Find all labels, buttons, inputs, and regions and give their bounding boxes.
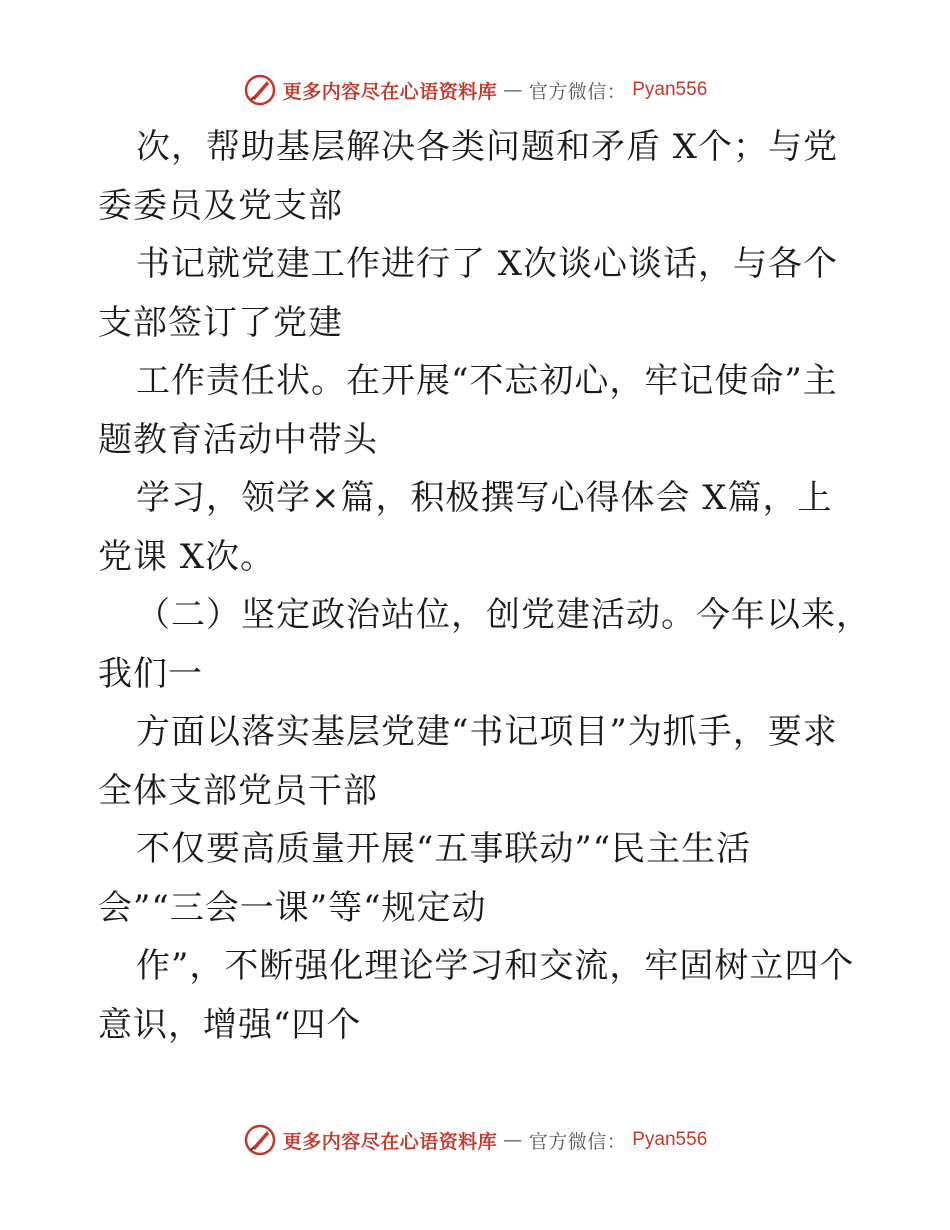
body-line: 会”“三会一课”等“规定动: [98, 887, 487, 928]
watermark-wechat-id: Pyan556: [632, 1129, 708, 1150]
watermark-dash: —: [503, 1129, 523, 1151]
body-line: （二）坚定政治站位，创党建活动。今年以来，: [136, 595, 871, 635]
footer-watermark: [0, 1120, 950, 1160]
body-line: 意识，增强“四个: [98, 1004, 362, 1045]
body-line: 次，帮助基层解决各类问题和矛盾 X个；与党: [136, 127, 839, 167]
watermark-dash: —: [503, 79, 523, 101]
body-line: 委委员及党支部: [98, 185, 343, 226]
body-line: 不仅要高质量开展“五事联动”“民主生活: [136, 829, 752, 869]
body-line: 题教育活动中带头: [98, 419, 378, 460]
body-line: 支部签订了党建: [98, 302, 343, 343]
body-line: 全体支部党员干部: [98, 770, 378, 811]
body-line: 党课 X次。: [98, 536, 276, 577]
watermark-main-text: 更多内容尽在心语资料库: [282, 1130, 498, 1153]
quill-logo-icon: [243, 73, 277, 107]
body-line: 工作责任状。在开展“不忘初心，牢记使命”主: [136, 361, 838, 401]
watermark-label: 官方微信：: [528, 80, 627, 103]
watermark-wechat-id: Pyan556: [632, 79, 708, 100]
body-line: 作”，不断强化理论学习和交流，牢固树立四个: [136, 946, 855, 986]
quill-logo-icon: [243, 1123, 277, 1157]
body-line: 方面以落实基层党建“书记项目”为抓手，要求: [136, 712, 838, 752]
body-line: 书记就党建工作进行了 X次谈心谈话，与各个: [136, 244, 839, 284]
header-watermark: [0, 70, 950, 110]
document-body: [98, 118, 871, 1054]
body-line: 我们一: [98, 653, 203, 694]
watermark-main-text: 更多内容尽在心语资料库: [282, 80, 498, 103]
watermark-label: 官方微信：: [528, 1130, 627, 1153]
body-line: 学习，领学×篇，积极撰写心得体会 X篇，上: [136, 478, 833, 518]
